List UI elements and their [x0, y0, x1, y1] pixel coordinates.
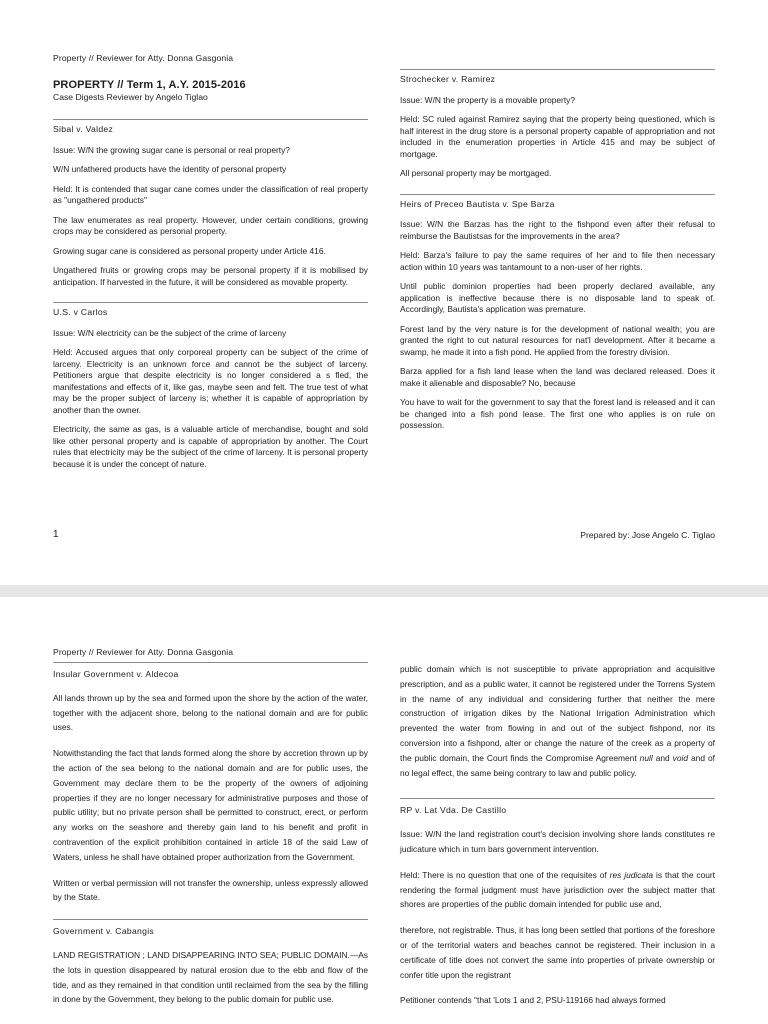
case-paragraph: Barza applied for a fish land lease when the land was declared released. Does it make it alienable and disposable? No, because — [400, 366, 715, 388]
emphasis-text: null — [639, 752, 653, 763]
document-title: PROPERTY // Term 1, A.Y. 2015-2016 — [53, 79, 246, 91]
page-number: 1 — [53, 529, 59, 540]
case-paragraph: The law enumerates as real property. However, under certain conditions, growing crops may be considered as personal property. — [53, 214, 368, 236]
running-header: Property // Reviewer for Atty. Donna Gasgonia — [53, 647, 234, 657]
paragraph-text: and — [652, 752, 673, 763]
left-column — [53, 80, 368, 478]
running-header: Property // Reviewer for Atty. Donna Gasgonia — [53, 53, 234, 63]
right-column — [400, 662, 715, 1019]
right-column — [400, 69, 715, 440]
case-paragraph: Issue: W/N the Barzas has the right to the fishpond even after their refusal to reimburse the Bautistsas for the improvements in the area? — [400, 219, 715, 241]
case-paragraph — [400, 868, 715, 912]
case-paragraph: Issue: W/N the land registration court's decision involving shore lands constitutes re judicature which in turn bars government intervention. — [400, 829, 715, 854]
case-paragraph: Petitioner contends "that 'Lots 1 and 2, PSU-119166 had always formed — [400, 995, 666, 1006]
case-paragraph: Ungathered fruits or growing crops may be personal property if it is mobilised by anticipation. If harvested in the future, it will be considered as movable property. — [53, 265, 368, 287]
paragraph-text: public domain which is not susceptible to private appropriation and acquisitive prescription, and as a public water, it cannot be registered under the Torrens System in the name of any individual and considering further that neither the mere construction of irrigation dikes by the National Irrigation Administration which prevented the water from flowing in and out of the subject fishpond, nor its conversion into a fishpond, alter or change the nature of the creek as a property of the public domain, the Court finds the Compromise Agreement — [400, 664, 715, 763]
case-heading: Sibal v. Valdez — [53, 119, 368, 136]
case-paragraph: Held: Accused argues that only corporeal property can be subject of the crime of larceny. Electricity is an unknown force and cannot be the subject of larceny. Petitioners argue that despite electricity is no longer considered a s fled, the manifestations and effects of it, like gas, maybe seen and felt. The true test of what may be the proper subject of larceny is; whether it is capable of appropriation by another than the owner. — [53, 347, 368, 415]
case-paragraph: LAND REGISTRATION ; LAND DISAPPEARING INTO SEA; PUBLIC DOMAIN.—As the lots in question disappeared by natural erosion due to the ebb and flow of the tide, and as they remained in that condition until reclaimed from the sea by the filling in done by the Government, they belong to the public domain for public use. — [53, 949, 368, 1005]
case-paragraph: Growing sugar cane is considered as personal property under Article 416. — [53, 245, 326, 256]
case-paragraph: All personal property may be mortgaged. — [400, 168, 552, 178]
case-paragraph: Issue: W/N electricity can be the subject of the crime of larceny — [53, 327, 287, 338]
paragraph-text: is that the court rendering the formal judgment must have jurisdiction over the subject matter that shores are properties of the public domain intended for public use and, — [400, 869, 715, 910]
emphasis-text: res judicata — [609, 869, 654, 880]
document-page-2 — [0, 597, 768, 1024]
case-paragraph: W/N unfathered products have the identity of personal property — [53, 164, 287, 174]
case-paragraph: Written or verbal permission will not transfer the ownership, unless expressly allowed by the State. — [53, 877, 368, 903]
paragraph-text: and of no legal effect, the same being contrary to law and public policy. — [400, 752, 715, 778]
emphasis-text: void — [672, 752, 689, 763]
case-paragraph: therefore, not registrable. Thus, it has long been settled that portions of the foreshore or of the territorial waters and beaches cannot be registered. Their inclusion in a certificate of title does not convert the same into properties of private ownership or confer title upon the registrant — [400, 925, 715, 980]
case-paragraph: Held: SC ruled against Ramirez saying that the property being questioned, which is half interest in the drug store is a personal property capable of appropriation and not included in the enumeration properties in Article 415 and may be subject of mortgage. — [400, 114, 715, 159]
case-heading: Heirs of Preceo Bautista v. Spe Barza — [400, 194, 715, 211]
case-paragraph: Until public dominion properties had been properly declared available, any application is ineffective because there is no disposable land to speak of. Accordingly, Bautista's application was premature. — [400, 281, 715, 314]
case-paragraph: Electricity, the same as gas, is a valuable article of merchandise, bought and sold like other personal property and is capable of appropriation by another. The Court rules that electricity may be the subject of the crime of larceny. It is personal property because it is under the concept of nature. — [53, 424, 368, 469]
case-paragraph: Held: It is contended that sugar cane comes under the classification of real property as "ungathered products" — [53, 183, 368, 205]
case-paragraph: Forest land by the very nature is for the development of national wealth; you are granted the right to cut natural resources for nat'l development. After it became a swamp, he made it into a fish pond. He applied from the forestry division. — [400, 323, 715, 357]
paragraph-text: Held: There is no question that one of the requisites of — [400, 869, 610, 880]
case-paragraph: All lands thrown up by the sea and formed upon the shore by the action of the water, together with the adjacent shore, belong to the national domain and are for public uses. — [53, 692, 368, 733]
case-heading: Strochecker v. Ramirez — [400, 69, 715, 86]
case-paragraph: Notwithstanding the fact that lands formed along the shore by accretion thrown up by the action of the sea belong to the national domain and are for public uses, the Government may declare them to be the property of the owners of adjoining properties if they are no longer necessary for administrative purposes and those of public utility; but no private person shall be permitted to construct, erect, or perform any works on the seashore and thereby gain land to his benefit and profit in contravention of the explicit prohibition contained in article 18 of the said Law of Waters, unless he shall have obtained proper authorization from the Government. — [53, 748, 368, 862]
case-heading: Government v. Cabangis — [53, 919, 368, 939]
case-paragraph — [400, 662, 715, 780]
case-heading: U.S. v Carlos — [53, 302, 368, 319]
prepared-by: Prepared by: Jose Angelo C. Tiglao — [580, 530, 715, 540]
left-column — [53, 662, 368, 1018]
case-paragraph: You have to wait for the government to say that the forest land is released and it can be changed into a fish pond lease. The first one who applies is on rule on possession. — [400, 397, 715, 430]
case-paragraph: Issue: W/N the growing sugar cane is personal or real property? — [53, 144, 290, 155]
case-heading: Insular Government v. Aldecoa — [53, 662, 368, 682]
case-paragraph: Issue: W/N the property is a movable property? — [400, 94, 576, 105]
document-subtitle: Case Digests Reviewer by Angelo Tiglao — [53, 91, 208, 102]
case-heading: RP v. Lat Vda. De Castillo — [400, 798, 715, 818]
case-paragraph: Held: Barza's failure to pay the same requires of her and to file then necessary action within 10 years was tantamount to a non-user of her rights. — [400, 250, 715, 272]
